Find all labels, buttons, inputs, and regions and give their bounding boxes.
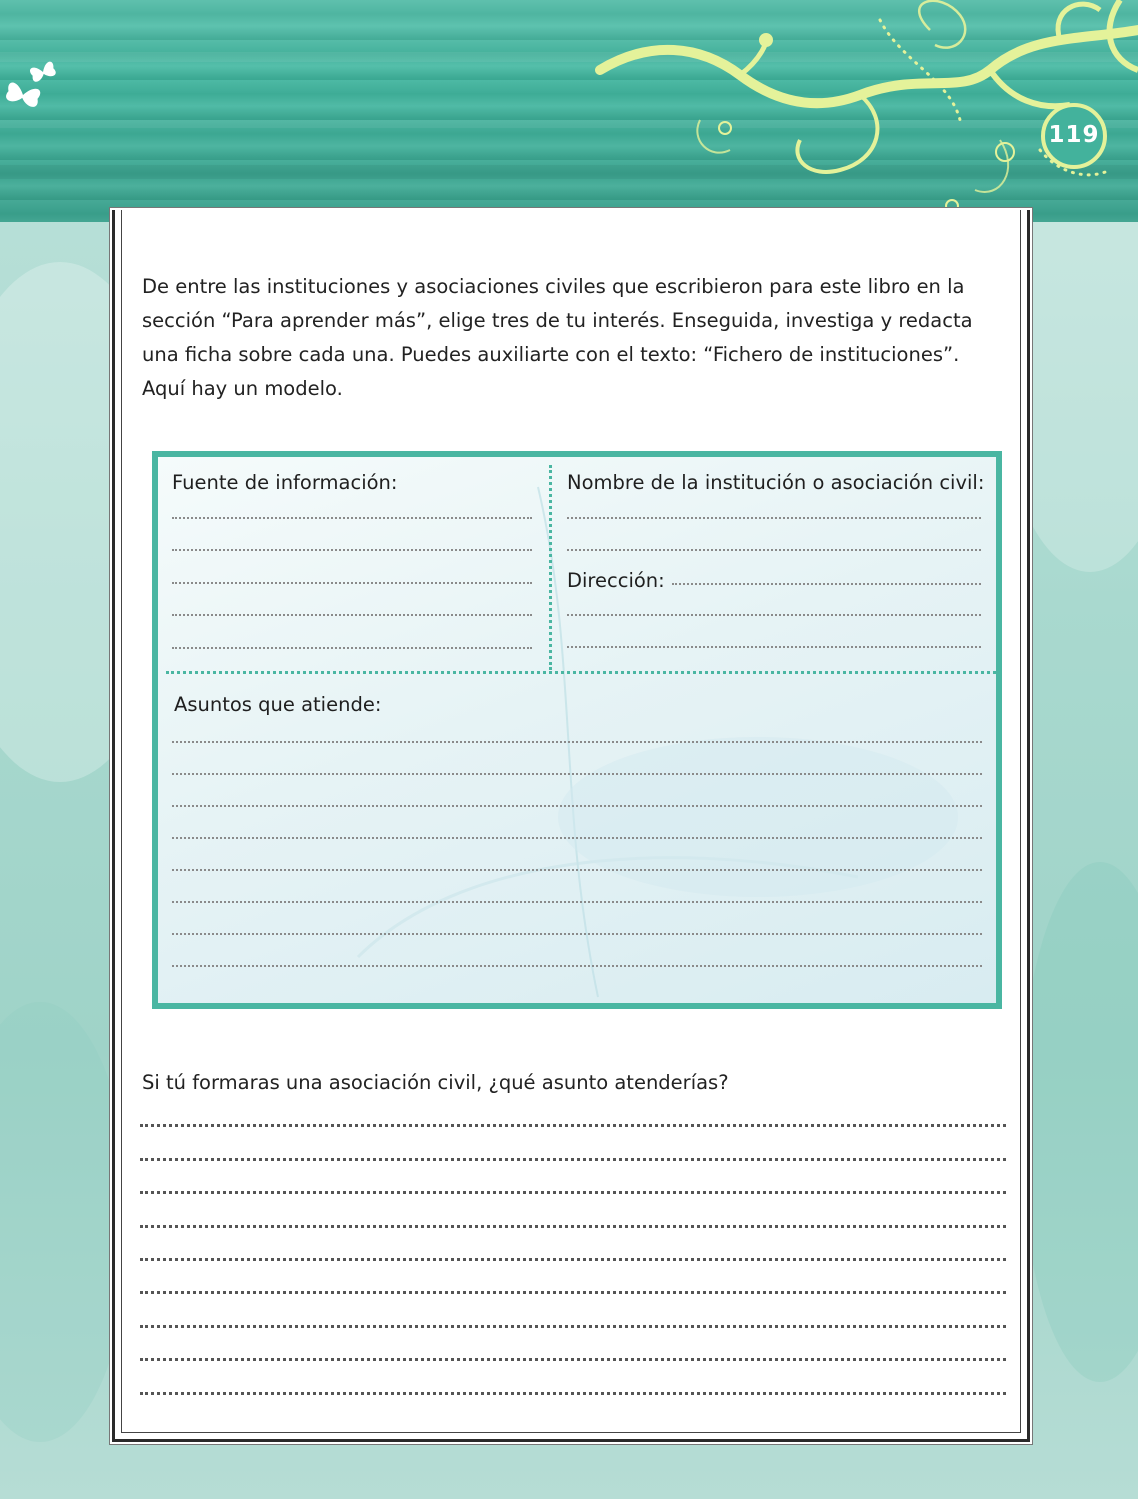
- institution-card: [152, 451, 1002, 1009]
- question-text: Si tú formaras una asociación civil, ¿qué asunto atenderías?: [142, 1071, 729, 1094]
- answer-line-1[interactable]: [140, 1124, 1006, 1127]
- institution-line-2[interactable]: [567, 549, 981, 551]
- institution-name-label: Nombre de la institución o asociación civil:: [567, 471, 985, 494]
- answer-line-7[interactable]: [140, 1325, 1006, 1328]
- source-line-3[interactable]: [172, 582, 532, 584]
- address-label: Dirección:: [567, 569, 665, 592]
- source-line-4[interactable]: [172, 614, 532, 616]
- horizontal-divider: [166, 671, 996, 674]
- topics-line-2[interactable]: [172, 773, 982, 775]
- instructions-text: De entre las instituciones y asociaciones civiles que escribieron para este libro en la sección “Para aprender más”, elige tres de tu interés. Enseguida, investiga y redacta una ficha sobre cada una. Puedes auxiliarte con el texto: “Fichero de instituciones”. Aquí hay un modelo.: [142, 275, 973, 400]
- card-texture: [158, 457, 996, 1003]
- topics-label: Asuntos que atiende:: [174, 693, 382, 716]
- topics-line-5[interactable]: [172, 869, 982, 871]
- address-line-3[interactable]: [567, 646, 981, 648]
- answer-line-8[interactable]: [140, 1358, 1006, 1361]
- topics-line-7[interactable]: [172, 933, 982, 935]
- answer-line-4[interactable]: [140, 1225, 1006, 1228]
- topics-line-6[interactable]: [172, 901, 982, 903]
- topics-line-1[interactable]: [172, 741, 982, 743]
- source-line-1[interactable]: [172, 517, 532, 519]
- header-banner: [0, 0, 1138, 222]
- answer-line-3[interactable]: [140, 1191, 1006, 1194]
- topics-line-3[interactable]: [172, 805, 982, 807]
- answer-line-9[interactable]: [140, 1392, 1006, 1395]
- source-line-2[interactable]: [172, 549, 532, 551]
- source-line-5[interactable]: [172, 647, 532, 649]
- address-line-1[interactable]: [672, 583, 981, 585]
- page-number: 119: [1048, 122, 1100, 148]
- topics-line-8[interactable]: [172, 965, 982, 967]
- source-label: Fuente de información:: [172, 471, 398, 494]
- topics-line-4[interactable]: [172, 837, 982, 839]
- answer-line-2[interactable]: [140, 1158, 1006, 1161]
- answer-line-6[interactable]: [140, 1291, 1006, 1294]
- institution-line-1[interactable]: [567, 517, 981, 519]
- butterfly-icon: [3, 80, 43, 110]
- address-line-2[interactable]: [567, 614, 981, 616]
- vertical-divider: [549, 465, 552, 670]
- answer-line-5[interactable]: [140, 1258, 1006, 1261]
- vine-ornament: [0, 0, 1138, 222]
